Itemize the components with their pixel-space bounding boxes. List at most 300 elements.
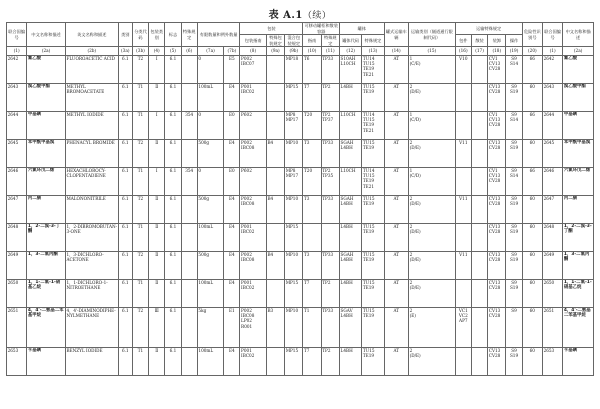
table-cell (455, 347, 471, 375)
table-cell: T2 (132, 195, 148, 223)
table-cell: 66 (522, 167, 542, 195)
table-cell: E4 (224, 195, 240, 223)
table-cell: E5 (224, 55, 240, 83)
hdr-en: 英文名称和描述 (65, 23, 118, 47)
table-cell: V11 (455, 251, 471, 279)
title-text: 表 A.1 (268, 10, 303, 21)
table-cell: 6.1 (118, 279, 132, 307)
table-cell: MP10 (285, 195, 303, 223)
table-cell: BENZYL IODIDE (65, 347, 118, 375)
table-cell: 溴乙酸甲酯 (563, 83, 594, 111)
table-cell: 6.1 (118, 223, 132, 251)
table-cell: 丙二腈 (563, 195, 594, 223)
table-cell: MP10 (285, 139, 303, 167)
table-cell: AT (384, 307, 408, 347)
table-cell (266, 347, 284, 375)
table-cell: 60 (522, 83, 542, 111)
table-cell: 1，2-二溴-3-丁酮 (27, 223, 66, 251)
table-cell: T1 (132, 83, 148, 111)
table-cell: 苄基碘 (27, 347, 66, 375)
hdr-tcode: 罐体代码 (339, 35, 361, 47)
table-cell: E4 (224, 223, 240, 251)
table-cell: PHENACYL BROMIDE (65, 139, 118, 167)
table-cell: FLUOROACETIC ACID (65, 55, 118, 83)
title-suffix: （续） (302, 11, 332, 21)
table-cell: Ⅰ (149, 55, 165, 83)
table-cell: TU15 TE19 (362, 307, 384, 347)
table-cell: MP15 (285, 223, 303, 251)
table-row (7, 167, 594, 195)
table-cell: Ⅱ (149, 279, 165, 307)
hdr-vehicle: 罐式运输车辆 (384, 23, 408, 47)
column-number: (2b) (65, 47, 118, 56)
table-cell: P001 IBC02 (240, 279, 266, 307)
table-cell (471, 251, 487, 279)
table-row (7, 307, 594, 347)
table-cell: S9 S19 (506, 139, 522, 167)
hdr-cn2: 中文名称和描述 (563, 23, 594, 47)
table-cell: TU15 TE19 (362, 195, 384, 223)
table-cell: 2646 (542, 167, 562, 195)
table-cell: 6.1 (118, 111, 132, 139)
table-cell: METHYL BROMOACETATE (65, 83, 118, 111)
table-cell: 2 (D/E) (408, 223, 455, 251)
table-cell: 溴乙酸甲酯 (27, 83, 66, 111)
table-cell: T6 (303, 55, 321, 83)
table-cell: 0 (197, 111, 223, 139)
column-number: (3a) (118, 47, 132, 56)
table-cell: 2648 (7, 223, 27, 251)
table-cell: 2649 (542, 251, 562, 279)
table-cell: 4，4'-二氨基二苯基甲烷 (27, 307, 66, 347)
table-row (7, 55, 594, 83)
table-cell: Ⅱ (149, 223, 165, 251)
table-cell: CV13 CV28 (488, 83, 506, 111)
table-cell: 2647 (542, 195, 562, 223)
table-cell: 甲基碘 (563, 111, 594, 139)
table-cell: 1，2-二溴-3-丁酮 (563, 223, 594, 251)
hdr-un: 联合国编号 (7, 23, 27, 47)
table-cell (266, 279, 284, 307)
table-cell (471, 139, 487, 167)
table-cell: AT (384, 195, 408, 223)
table-cell: T2 (132, 55, 148, 83)
table-cell: TP2 TP35 (321, 167, 339, 195)
table-cell: T1 (132, 223, 148, 251)
table-cell (181, 195, 197, 223)
table-cell: 6.1 (165, 279, 181, 307)
table-cell: AT (384, 167, 408, 195)
table-cell: E4 (224, 251, 240, 279)
hdr-tank-group: 可移动罐柜和散装容器 (304, 23, 338, 34)
table-cell: T7 (303, 347, 321, 375)
table-cell (181, 307, 197, 347)
table-cell: MP15 (285, 83, 303, 111)
table-cell: 氟乙酸 (27, 55, 66, 83)
table-cell: 6.1 (118, 347, 132, 375)
table-cell: 6.1 (165, 347, 181, 375)
hdr-pi: 包装指南 (240, 35, 266, 47)
table-cell: 100mL (197, 347, 223, 375)
table-row (7, 139, 594, 167)
table-cell: T3 (303, 139, 321, 167)
table-cell: Ⅱ (149, 195, 165, 223)
table-cell: 2 (D/E) (408, 279, 455, 307)
hdr-transport-special: 运输特殊规定 (455, 23, 522, 35)
hdr-mix: 混合包装规定 (285, 35, 303, 47)
table-cell: AT (384, 55, 408, 83)
table-cell: 100mL (197, 223, 223, 251)
table-cell: S9 S19 (506, 251, 522, 279)
table-cell: T1 (132, 111, 148, 139)
table-cell: Ⅱ (149, 251, 165, 279)
table-cell (181, 83, 197, 111)
table-cell (181, 251, 197, 279)
table-cell: 2 (D/E) (408, 83, 455, 111)
table-cell (181, 279, 197, 307)
table-cell: CV1 CV13 CV28 (488, 55, 506, 83)
table-cell: TP2 (321, 83, 339, 111)
column-number: (2a) (27, 47, 66, 56)
table-cell (303, 223, 321, 251)
table-cell: 2653 (542, 347, 562, 375)
table-cell: CV13 CV28 (488, 195, 506, 223)
table-cell: 4，4'-二氨基二苯基甲烷 (563, 307, 594, 347)
table-cell: L4BH (339, 223, 361, 251)
table-cell: 500g (197, 195, 223, 223)
table-cell: 2650 (542, 279, 562, 307)
table-cell: SGAH L4BH (339, 195, 361, 223)
column-number: (17) (471, 47, 487, 56)
table-cell: 2 (D/E) (408, 251, 455, 279)
table-cell: MALONONITRILE (65, 195, 118, 223)
table-cell: L4BH (339, 83, 361, 111)
table-cell: Ⅱ (149, 83, 165, 111)
table-cell: 2645 (542, 139, 562, 167)
table-cell: T3 (303, 251, 321, 279)
table-cell: 1 (C/D) (408, 167, 455, 195)
table-cell: SGAV L4BH (339, 307, 361, 347)
table-cell: 6.1 (165, 307, 181, 347)
table-cell (471, 307, 487, 347)
table-cell: B4 (266, 251, 284, 279)
table-cell: 6.1 (165, 167, 181, 195)
table-cell: 2643 (542, 83, 562, 111)
hdr-tank: 罐体 (339, 23, 384, 35)
table-cell: V11 (455, 139, 471, 167)
table-cell (471, 55, 487, 83)
table-cell: T2 (132, 139, 148, 167)
table-cell: L4BH (339, 347, 361, 375)
table-cell: 60 (522, 279, 542, 307)
table-cell: 1 (C/E) (408, 55, 455, 83)
table-cell: P002 IBC08 (240, 251, 266, 279)
table-cell: P001 IBC02 (240, 347, 266, 375)
table-cell: T2 (132, 307, 148, 347)
table-row (7, 111, 594, 139)
hdr-ti: 指南 (303, 35, 321, 47)
table-cell: METHYL IODIDE (65, 111, 118, 139)
table-cell: 2651 (7, 307, 27, 347)
table-cell: 2 (E) (408, 307, 455, 347)
table-cell: S9 (506, 307, 522, 347)
table-cell: E4 (224, 347, 240, 375)
table-cell: 60 (522, 251, 542, 279)
table-cell: AT (384, 83, 408, 111)
table-cell (471, 223, 487, 251)
table-cell: 6.1 (165, 139, 181, 167)
table-cell: 2642 (7, 55, 27, 83)
table-cell (471, 111, 487, 139)
table-cell: CV13 CV28 (488, 139, 506, 167)
table-cell (266, 111, 284, 139)
table-cell (471, 279, 487, 307)
table-cell: CV13 CV28 (488, 347, 506, 375)
table-cell: 1，3-二氯丙酮 (27, 251, 66, 279)
table-cell: 2 (D/E) (408, 139, 455, 167)
table-cell: 苯甲酰甲基溴 (563, 139, 594, 167)
table-cell (455, 167, 471, 195)
hdr-class: 类别 (118, 23, 132, 47)
column-number: (5) (165, 47, 181, 56)
table-cell: 1，3-DICHLORO-ACETONE (65, 251, 118, 279)
table-cell: P602 (240, 167, 266, 195)
table-cell (455, 111, 471, 139)
table-body (7, 55, 594, 375)
table-cell: S9 S14 (506, 55, 522, 83)
table-cell: TP33 (321, 307, 339, 347)
column-number: (8) (240, 47, 266, 56)
table-cell: TU14 TU15 TE19 TE21 (362, 167, 384, 195)
table-cell: P002 IBC08 LP02 R001 (240, 307, 266, 347)
table-cell: CV13 CV28 (488, 307, 506, 347)
hdr-pk: 包件 (455, 35, 471, 47)
table-cell (266, 55, 284, 83)
column-number: (10) (303, 47, 321, 56)
table-cell: Ⅱ (149, 139, 165, 167)
table-cell: S9 S19 (506, 279, 522, 307)
table-cell (321, 223, 339, 251)
table-cell: 500g (197, 251, 223, 279)
column-number: (3b) (132, 47, 148, 56)
table-cell: TU14 TU15 TE19 TE21 (362, 111, 384, 139)
table-cell: 2648 (542, 223, 562, 251)
table-cell: CV13 CV28 (488, 223, 506, 251)
hdr-un2: 联合国编号 (542, 23, 562, 47)
table-cell: S10AH L10CH (339, 55, 361, 83)
table-cell: 354 (181, 167, 197, 195)
table-cell: 60 (522, 195, 542, 223)
table-cell: CV1 CV13 CV28 (488, 111, 506, 139)
table-row (7, 83, 594, 111)
table-cell: 0 (197, 167, 223, 195)
table-cell: 6.1 (165, 111, 181, 139)
table-cell: TU14 TU15 TE19 TE21 (362, 55, 384, 83)
column-number-row (7, 47, 594, 56)
hdr-tsp2: 特殊规定 (362, 35, 384, 47)
table-cell: AT (384, 111, 408, 139)
table-cell: 2646 (7, 167, 27, 195)
hdr-packing: 包装 (240, 23, 303, 35)
table-cell: AT (384, 251, 408, 279)
table-cell: T20 (303, 167, 321, 195)
table-cell (181, 139, 197, 167)
column-number: (2a) (563, 47, 594, 56)
column-number: (1) (542, 47, 562, 56)
table-cell (181, 55, 197, 83)
table-title (0, 6, 600, 21)
table-cell: 2644 (7, 111, 27, 139)
table-cell: 2650 (7, 279, 27, 307)
table-cell: 6.1 (118, 55, 132, 83)
table-cell: T1 (132, 279, 148, 307)
hdr-op: 操作 (506, 35, 522, 47)
table-cell: 4，4'-DIAMINODIPHE-NYLMETHANE (65, 307, 118, 347)
table-row (7, 279, 594, 307)
column-number: (13) (362, 47, 384, 56)
hdr-transport-cat: 运输类别（隧道通行限制代码） (408, 23, 455, 47)
table-cell: 2645 (7, 139, 27, 167)
table-cell: SGAH L4BH (339, 139, 361, 167)
hdr-code: 分类代码 (132, 23, 148, 47)
table-cell: TU15 TE19 (362, 83, 384, 111)
table-cell (455, 83, 471, 111)
table-cell: 六氯环戊二烯 (563, 167, 594, 195)
table-cell: T20 (303, 111, 321, 139)
table-cell: TP33 (321, 251, 339, 279)
table-cell: S9 S19 (506, 83, 522, 111)
table-cell: T1 (132, 347, 148, 375)
table-cell: P002 IBC08 (240, 195, 266, 223)
table-cell: 6.1 (118, 195, 132, 223)
table-cell: 2649 (7, 251, 27, 279)
table-cell: TP33 (321, 139, 339, 167)
table-cell (181, 223, 197, 251)
table-cell: 苯甲酰甲基溴 (27, 139, 66, 167)
table-cell (266, 83, 284, 111)
table-cell: 6.1 (165, 251, 181, 279)
table-cell: P602 (240, 111, 266, 139)
table-cell: 6.1 (118, 167, 132, 195)
table-cell: T7 (303, 279, 321, 307)
column-number: (7a) (197, 47, 223, 56)
hdr-label: 标志 (165, 23, 181, 47)
table-cell: E4 (224, 279, 240, 307)
table-cell: AT (384, 279, 408, 307)
table-cell: B3 (266, 307, 284, 347)
table-cell: CV13 CV28 (488, 251, 506, 279)
hdr-special: 特殊规定 (181, 23, 197, 47)
table-cell: V10 (455, 55, 471, 83)
table-cell: B4 (266, 195, 284, 223)
table-cell (471, 195, 487, 223)
table-cell: 六氯环戊二烯 (27, 167, 66, 195)
table-cell: P002 IBC08 (240, 139, 266, 167)
table-cell: T1 (132, 167, 148, 195)
dangerous-goods-table (6, 22, 594, 376)
table-cell: Ⅲ (149, 307, 165, 347)
column-number: (15) (408, 47, 455, 56)
table-cell: T7 (303, 83, 321, 111)
table-cell: E4 (224, 83, 240, 111)
column-number: (16) (455, 47, 471, 56)
column-number: (12) (339, 47, 361, 56)
table-cell: 丙二腈 (27, 195, 66, 223)
table-cell: MP10 (285, 251, 303, 279)
table-cell: 甲基碘 (27, 111, 66, 139)
hdr-limited: 有限数量和例外数量 (197, 23, 240, 47)
table-cell: 1 (C/D) (408, 111, 455, 139)
table-cell: MP8 MP17 (285, 167, 303, 195)
table-cell: TU15 TE19 (362, 251, 384, 279)
table-cell (471, 167, 487, 195)
table-cell: TU15 TE19 (362, 279, 384, 307)
table-cell: V11 (455, 195, 471, 223)
table-cell: P001 IBC02 (240, 223, 266, 251)
table-cell: B4 (266, 139, 284, 167)
table-cell: AT (384, 223, 408, 251)
table-cell: TU15 TE19 (362, 139, 384, 167)
table-cell: 66 (522, 55, 542, 83)
table-cell: P002 IBC07 (240, 55, 266, 83)
table-cell: 60 (522, 139, 542, 167)
table-cell: 60 (522, 307, 542, 347)
table-cell: TP2 (321, 347, 339, 375)
table-cell: MP15 (285, 279, 303, 307)
column-number: (9a) (266, 47, 284, 56)
hdr-pg: 包装类别 (149, 23, 165, 47)
table-cell: T3 (303, 195, 321, 223)
table-cell: HEXACHLOROCY-CLOPENTADIENE (65, 167, 118, 195)
column-number: (18) (488, 47, 506, 56)
column-number: (7b) (224, 47, 240, 56)
hdr-psp: 特殊包装规定 (266, 35, 284, 47)
table-cell: TP2 TP37 (321, 111, 339, 139)
hdr-load: 装卸 (488, 35, 506, 47)
table-cell: 2642 (542, 55, 562, 83)
table-cell: 2 (D/E) (408, 195, 455, 223)
table-cell: CV13 CV28 (488, 279, 506, 307)
table-cell: 500g (197, 139, 223, 167)
table-cell: CV1 CV13 CV28 (488, 167, 506, 195)
table-cell: 1，1-二氯-1-硝基乙烷 (27, 279, 66, 307)
hdr-cn: 中文名称和描述 (27, 23, 66, 47)
column-number: (6) (181, 47, 197, 56)
table-cell: 60 (522, 347, 542, 375)
table-cell: Ⅱ (149, 347, 165, 375)
table-cell: 2647 (7, 195, 27, 223)
table-cell: 1，3-二氯丙酮 (563, 251, 594, 279)
table-cell: 1，2-DIBROMOBUTAN-3-ONE (65, 223, 118, 251)
table-cell: 1，1-DICHLORO-1-NITROETHANE (65, 279, 118, 307)
table-cell: 60 (522, 223, 542, 251)
table-cell: 2 (D/E) (408, 347, 455, 375)
table-row (7, 195, 594, 223)
table-cell (471, 83, 487, 111)
table-cell: MP18 (285, 55, 303, 83)
table-cell (181, 347, 197, 375)
table-cell: S9 S14 (506, 167, 522, 195)
table-cell (455, 279, 471, 307)
hdr-bulk: 散装 (471, 35, 487, 47)
table-cell: 苄基碘 (563, 347, 594, 375)
column-number: (9b) (285, 47, 303, 56)
table-cell: MP15 (285, 347, 303, 375)
table-cell: S9 S19 (506, 223, 522, 251)
table-cell: 0 (197, 55, 223, 83)
table-cell: 6.1 (118, 83, 132, 111)
table-cell (455, 223, 471, 251)
